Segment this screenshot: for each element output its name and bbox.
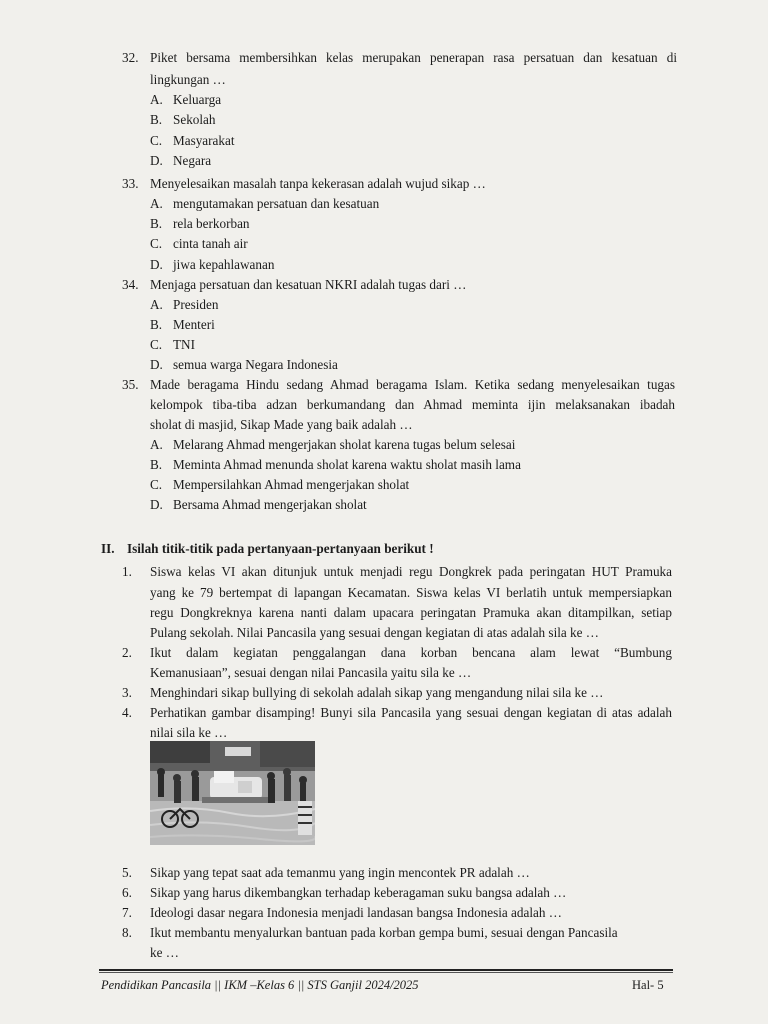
option-text: Melarang Ahmad mengerjakan sholat karena tugas belum selesai: [173, 437, 516, 452]
essay-number: 5.: [122, 865, 132, 880]
question-number: 35.: [122, 377, 139, 392]
option-letter: D.: [150, 357, 163, 372]
option-text: Bersama Ahmad mengerjakan sholat: [173, 497, 367, 512]
essay-text: Ikut dalam kegiatan penggalangan dana korban bencana alam lewat “Bumbung: [150, 645, 672, 660]
option-text: mengutamakan persatuan dan kesatuan: [173, 196, 380, 211]
essay-number: 2.: [122, 645, 132, 660]
option-text: Menteri: [173, 317, 215, 332]
option-letter: D.: [150, 153, 163, 168]
option-letter: C.: [150, 337, 163, 352]
section-title: Isilah titik-titik pada pertanyaan-pertanyaan berikut !: [127, 541, 434, 556]
page-number: Hal- 5: [632, 978, 664, 992]
section-number: II.: [101, 541, 115, 556]
option-text: jiwa kepahlawanan: [173, 257, 275, 272]
option-letter: B.: [150, 112, 163, 127]
option-text: Negara: [173, 153, 212, 168]
essay-number: 4.: [122, 705, 132, 720]
option-letter: B.: [150, 216, 163, 231]
essay-text: regu Dongkreknya karena nanti dalam upacara peringatan Pramuka akan ditampilkan, setiap: [150, 605, 672, 620]
essay-text: ke …: [150, 945, 179, 960]
option-letter: A.: [150, 437, 163, 452]
essay-text: Ideologi dasar negara Indonesia menjadi landasan bangsa Indonesia adalah …: [150, 905, 562, 920]
option-text: rela berkorban: [173, 216, 250, 231]
option-text: Keluarga: [173, 92, 222, 107]
option-text: semua warga Negara Indonesia: [173, 357, 338, 372]
essay-text: Kemanusiaan”, sesuai dengan nilai Pancasila yaitu sila ke …: [150, 665, 472, 680]
option-letter: C.: [150, 477, 163, 492]
essay-text: Sikap yang harus dikembangkan terhadap keberagaman suku bangsa adalah …: [150, 885, 567, 900]
option-letter: C.: [150, 133, 163, 148]
option-text: Meminta Ahmad menunda sholat karena waktu sholat masih lama: [173, 457, 521, 472]
essay-text: Pulang sekolah. Nilai Pancasila yang sesuai dengan kegiatan di atas adalah sila ke …: [150, 625, 599, 640]
option-text: Presiden: [173, 297, 219, 312]
essay-text: Ikut membantu menyalurkan bantuan pada korban gempa bumi, sesuai dengan Pancasila: [150, 925, 618, 940]
option-text: cinta tanah air: [173, 236, 248, 251]
essay-number: 1.: [122, 564, 132, 579]
option-letter: A.: [150, 92, 163, 107]
essay-text: Siswa kelas VI akan ditunjuk untuk menjadi regu Dongkrek pada peringatan HUT Pramuka: [150, 564, 672, 579]
question-text: kelompok tiba-tiba adzan berkumandang dan Ahmad meminta ijin melaksanakan ibadah: [150, 397, 675, 412]
question-number: 33.: [122, 176, 139, 191]
option-letter: C.: [150, 236, 163, 251]
question-text: sholat di masjid, Sikap Made yang baik adalah …: [150, 417, 413, 432]
question-text: Menjaga persatuan dan kesatuan NKRI adalah tugas dari …: [150, 277, 467, 292]
footer-divider: [99, 969, 673, 971]
question-text: Made beragama Hindu sedang Ahmad beragama Islam. Ketika sedang menyelesaikan tugas: [150, 377, 675, 392]
question-text: Menyelesaikan masalah tanpa kekerasan adalah wujud sikap …: [150, 176, 486, 191]
essay-text: yang ke 79 bertempat di lapangan Kecamatan. Siswa kelas VI berlatih untuk mempersiapkan: [150, 585, 672, 600]
essay-number: 8.: [122, 925, 132, 940]
option-letter: D.: [150, 497, 163, 512]
question-number: 34.: [122, 277, 139, 292]
flood-rescue-photo: [150, 741, 315, 845]
essay-text: Menghindari sikap bullying di sekolah adalah sikap yang mengandung nilai sila ke …: [150, 685, 604, 700]
option-letter: A.: [150, 196, 163, 211]
option-letter: D.: [150, 257, 163, 272]
essay-text: nilai sila ke …: [150, 725, 228, 740]
option-text: Mempersilahkan Ahmad mengerjakan sholat: [173, 477, 410, 492]
question-number: 32.: [122, 50, 139, 65]
option-letter: B.: [150, 457, 163, 472]
question-text: lingkungan …: [150, 72, 226, 87]
option-text: Sekolah: [173, 112, 216, 127]
essay-number: 7.: [122, 905, 132, 920]
option-letter: B.: [150, 317, 163, 332]
essay-text: Perhatikan gambar disamping! Bunyi sila Pancasila yang sesuai dengan kegiatan di atas adalah: [150, 705, 672, 720]
essay-number: 6.: [122, 885, 132, 900]
footer-course-label: Pendidikan Pancasila || IKM –Kelas 6 || STS Ganjil 2024/2025: [101, 978, 419, 992]
option-letter: A.: [150, 297, 163, 312]
question-text: Piket bersama membersihkan kelas merupakan penerapan rasa persatuan dan kesatuan di: [150, 50, 677, 65]
footer-divider: [99, 972, 673, 973]
essay-number: 3.: [122, 685, 132, 700]
option-text: Masyarakat: [173, 133, 235, 148]
essay-text: Sikap yang tepat saat ada temanmu yang ingin mencontek PR adalah …: [150, 865, 530, 880]
option-text: TNI: [173, 337, 195, 352]
